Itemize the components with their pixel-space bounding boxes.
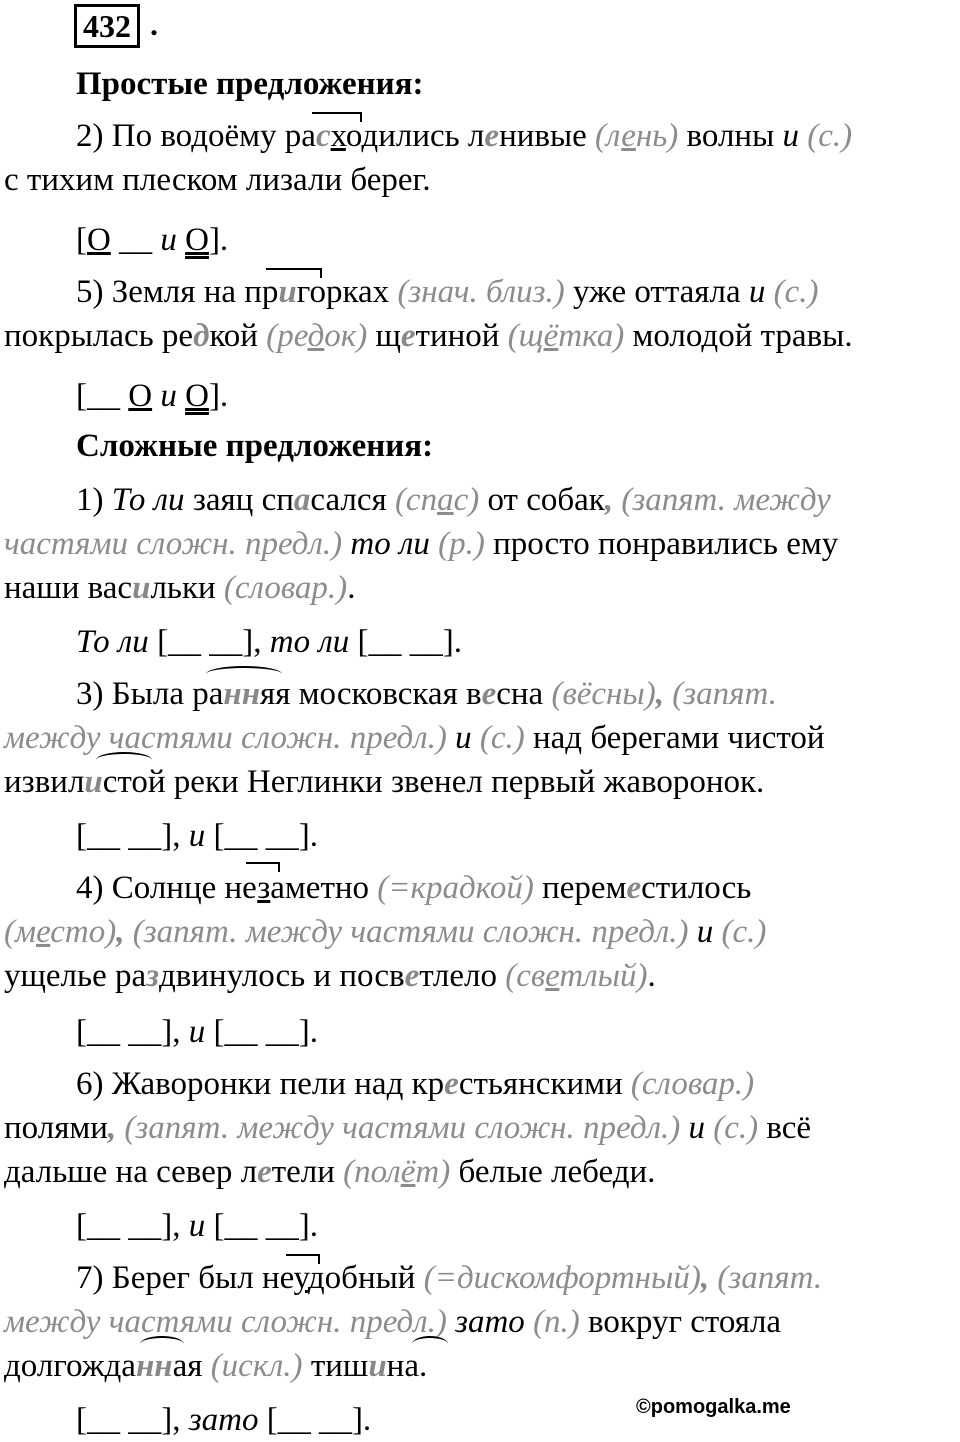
text-segment: зато — [446, 1304, 525, 1340]
text-segment: сна — [496, 676, 552, 712]
text-segment: (искл.) — [210, 1348, 303, 1384]
text-segment: , — [604, 482, 614, 518]
text-line — [76, 1010, 318, 1054]
text-segment: е — [621, 118, 636, 154]
text-segment: (словар.) — [630, 1066, 755, 1102]
text-segment: тели — [271, 1154, 344, 1190]
prefix-mark — [286, 1254, 320, 1264]
text-segment: и — [446, 720, 472, 756]
watermark: ©pomogalka.me — [636, 1396, 791, 1418]
text-segment: (знач. близ.) — [397, 274, 565, 310]
heading-complex-sentences: Сложные предложения: — [76, 428, 434, 464]
text-segment: [__ __], — [76, 818, 189, 854]
text-line — [76, 814, 318, 858]
text-segment: тка) — [558, 318, 625, 354]
suffix-arc — [96, 752, 152, 768]
text-segment: ]. — [208, 222, 229, 258]
text-segment: х — [330, 118, 346, 154]
text-line — [4, 314, 853, 358]
text-segment: То ли — [76, 624, 149, 660]
text-segment: стилось — [641, 870, 752, 906]
text-segment: е — [545, 958, 560, 994]
text-segment: ущелье ра — [4, 958, 147, 994]
text-segment: (л — [595, 118, 622, 154]
text-segment: (п.) — [524, 1304, 580, 1340]
text-segment: и — [188, 1208, 206, 1244]
text-segment — [177, 378, 185, 414]
text-segment: (с.) — [704, 1110, 759, 1146]
text-segment: е — [400, 318, 416, 354]
text-segment: то ли — [269, 624, 350, 660]
text-segment: над берегами чистой — [524, 720, 825, 756]
text-line — [76, 672, 777, 716]
text-segment: (с.) — [713, 914, 767, 950]
text-segment: (с.) — [471, 720, 525, 756]
text-segment: [__ — [76, 378, 129, 414]
text-segment: О — [87, 222, 111, 258]
text-segment: и — [680, 1110, 705, 1146]
text-segment: тлело — [419, 958, 506, 994]
text-segment: , — [107, 1110, 117, 1146]
text-line — [76, 1204, 318, 1248]
text-segment: 5) Земля на пр — [76, 274, 279, 310]
text-segment: з — [257, 870, 271, 906]
text-segment: то ли — [342, 526, 430, 562]
suffix-arc — [412, 1336, 448, 1352]
text-segment: ра — [284, 118, 316, 154]
text-segment: волны — [678, 118, 783, 154]
text-segment: и — [368, 1348, 387, 1384]
text-line — [76, 1062, 754, 1106]
text-segment: (с.) — [799, 118, 853, 154]
text-segment: [__ __], — [76, 1014, 189, 1050]
text-segment: уже оттаяла — [564, 274, 749, 310]
text-segment: (вёсны) — [551, 676, 656, 712]
text-segment: от собак — [479, 482, 605, 518]
text-segment: частями сложн. предл.) — [4, 526, 343, 562]
text-segment: е — [36, 914, 51, 950]
text-segment: е — [481, 676, 497, 712]
text-segment: (словар.) — [223, 570, 348, 606]
text-line — [4, 1300, 781, 1344]
text-segment: долгожда — [4, 1348, 136, 1384]
text-segment: стьянскими — [458, 1066, 631, 1102]
text-segment: вокруг стояла — [579, 1304, 782, 1340]
text-segment: а — [437, 482, 454, 518]
text-segment: ё — [400, 1154, 416, 1190]
text-segment: полями — [4, 1110, 108, 1146]
exercise-number-dot: . — [150, 6, 158, 42]
text-segment: (=дискомфортный) — [423, 1260, 701, 1296]
text-segment: . — [647, 958, 656, 994]
text-segment: з — [146, 958, 159, 994]
text-line — [76, 620, 462, 664]
text-segment: [__ __]. — [205, 818, 318, 854]
suffix-arc — [140, 1336, 184, 1352]
text-line — [4, 566, 355, 610]
prefix-mark — [312, 112, 362, 122]
text-segment: и — [84, 764, 103, 800]
text-segment: стой реки Неглинки звенел первый жаворонок. — [102, 764, 765, 800]
text-line — [4, 1150, 655, 1194]
text-segment: винулось и посв — [175, 958, 405, 994]
text-segment: ая — [172, 1348, 211, 1384]
text-segment: всё — [758, 1110, 812, 1146]
text-line — [76, 1256, 822, 1300]
text-segment: (запят. — [709, 1260, 823, 1296]
text-segment: с тихим плеском лизали берег. — [4, 162, 431, 198]
text-segment: кой — [209, 318, 267, 354]
text-segment: между частями сложн. предл.) — [4, 1304, 447, 1340]
text-segment — [177, 222, 185, 258]
suffix-arc — [206, 666, 282, 682]
text-segment: (запят. между — [613, 482, 831, 518]
text-segment: на. — [386, 1348, 428, 1384]
text-segment: тлый) — [559, 958, 648, 994]
text-segment: ок) — [324, 318, 368, 354]
text-segment: и — [782, 118, 800, 154]
text-segment: е — [484, 118, 500, 154]
text-segment: . — [347, 570, 356, 606]
text-segment: (р.) — [429, 526, 485, 562]
text-segment: , — [700, 1260, 710, 1296]
text-segment: __ — [110, 222, 161, 258]
text-segment: (щ — [507, 318, 544, 354]
text-segment: нн — [135, 1348, 173, 1384]
text-segment: д — [307, 318, 325, 354]
text-segment: е — [626, 870, 642, 906]
text-line — [4, 910, 766, 954]
text-segment: е — [404, 958, 420, 994]
text-segment: извил — [4, 764, 85, 800]
text-segment: с — [315, 118, 331, 154]
text-segment: [ — [76, 222, 87, 258]
text-segment: ё — [543, 318, 559, 354]
prefix-mark — [266, 268, 322, 278]
text-segment: яя московская в — [260, 676, 482, 712]
text-segment: перем — [533, 870, 627, 906]
text-segment: а — [293, 482, 311, 518]
text-segment: , — [116, 914, 125, 950]
text-line — [4, 158, 431, 202]
text-segment: е — [257, 1154, 272, 1190]
text-segment: (запят. между частями сложн. предл.) — [116, 1110, 681, 1146]
text-line — [4, 1106, 811, 1150]
text-segment: е — [444, 1066, 459, 1102]
text-segment: [__ __], — [76, 1402, 189, 1438]
text-segment: тиш — [302, 1348, 369, 1384]
text-line — [76, 114, 852, 158]
prefix-mark — [246, 862, 280, 872]
text-segment: д — [193, 318, 210, 354]
text-line — [4, 522, 838, 566]
heading-simple-sentences: Простые предложения: — [76, 66, 424, 102]
text-segment: заяц сп — [184, 482, 294, 518]
text-segment: 4) Солнце н — [76, 870, 243, 906]
text-segment: и — [278, 274, 297, 310]
text-segment: (запят. между частями сложн. предл.) — [124, 914, 689, 950]
text-segment: просто понравились ему — [484, 526, 839, 562]
text-segment: [__ __]. — [349, 624, 463, 660]
text-segment: щ — [367, 318, 401, 354]
text-segment: (сп — [394, 482, 438, 518]
text-segment: льки — [150, 570, 224, 606]
text-segment: е — [242, 870, 258, 906]
text-segment: [__ __], — [76, 1208, 189, 1244]
text-segment: 7) Берег был н — [76, 1260, 280, 1296]
text-segment: т) — [415, 1154, 451, 1190]
text-segment: 2) По водоёму — [76, 118, 285, 154]
text-segment: молодой травы. — [624, 318, 853, 354]
text-segment: (св — [505, 958, 546, 994]
text-segment: е — [279, 1260, 294, 1296]
text-segment: и — [160, 222, 177, 258]
text-segment: с) — [453, 482, 480, 518]
text-segment: д — [159, 958, 176, 994]
exercise-number: 432 — [74, 4, 140, 48]
text-segment: О — [185, 378, 209, 414]
text-segment: горках — [296, 274, 398, 310]
text-line — [4, 1344, 427, 1388]
text-segment: аметно — [270, 870, 378, 906]
text-segment: [__ __]. — [205, 1014, 318, 1050]
text-segment: наши вас — [4, 570, 133, 606]
text-segment: (ре — [266, 318, 308, 354]
text-segment: зато — [188, 1402, 259, 1438]
text-line — [76, 374, 228, 418]
text-segment: и — [688, 914, 714, 950]
text-segment: ]. — [208, 378, 229, 414]
text-segment: , — [655, 676, 665, 712]
text-segment: [__ __]. — [205, 1208, 318, 1244]
text-segment: покрылась ре — [4, 318, 194, 354]
text-segment: (м — [4, 914, 37, 950]
text-segment: (=крадкой) — [377, 870, 534, 906]
text-line — [76, 866, 751, 910]
text-line — [76, 270, 818, 314]
text-segment: добный — [307, 1260, 424, 1296]
text-line — [76, 1398, 371, 1442]
text-segment: и — [160, 378, 177, 414]
text-segment: 1) — [76, 482, 112, 518]
text-segment: 6) Жаворонки пели над кр — [76, 1066, 445, 1102]
text-segment: тиной — [415, 318, 508, 354]
text-segment: белые лебеди. — [450, 1154, 656, 1190]
text-segment: 3) Была ра — [76, 676, 224, 712]
text-segment: (с.) — [765, 274, 819, 310]
text-segment: нь) — [635, 118, 679, 154]
text-segment: (запят. — [664, 676, 777, 712]
text-line — [76, 478, 831, 522]
text-segment: у — [293, 1260, 308, 1296]
text-segment: и — [188, 818, 206, 854]
text-segment: [__ __]. — [258, 1402, 372, 1438]
text-segment: и — [748, 274, 766, 310]
text-segment: между частями сложн. предл.) — [4, 720, 447, 756]
text-line — [4, 954, 656, 998]
text-segment: О — [185, 222, 209, 258]
text-line — [76, 218, 228, 262]
text-segment: одились л — [345, 118, 485, 154]
text-segment: (пол — [343, 1154, 401, 1190]
text-segment: [__ __], — [148, 624, 270, 660]
text-segment: и — [132, 570, 151, 606]
text-segment: О — [128, 378, 153, 414]
text-segment: То ли — [111, 482, 185, 518]
text-segment: нн — [223, 676, 261, 712]
text-segment: сался — [310, 482, 395, 518]
text-segment: сто) — [50, 914, 117, 950]
text-segment: и — [188, 1014, 206, 1050]
text-segment: нивые — [499, 118, 596, 154]
text-segment: дальше на север л — [4, 1154, 258, 1190]
